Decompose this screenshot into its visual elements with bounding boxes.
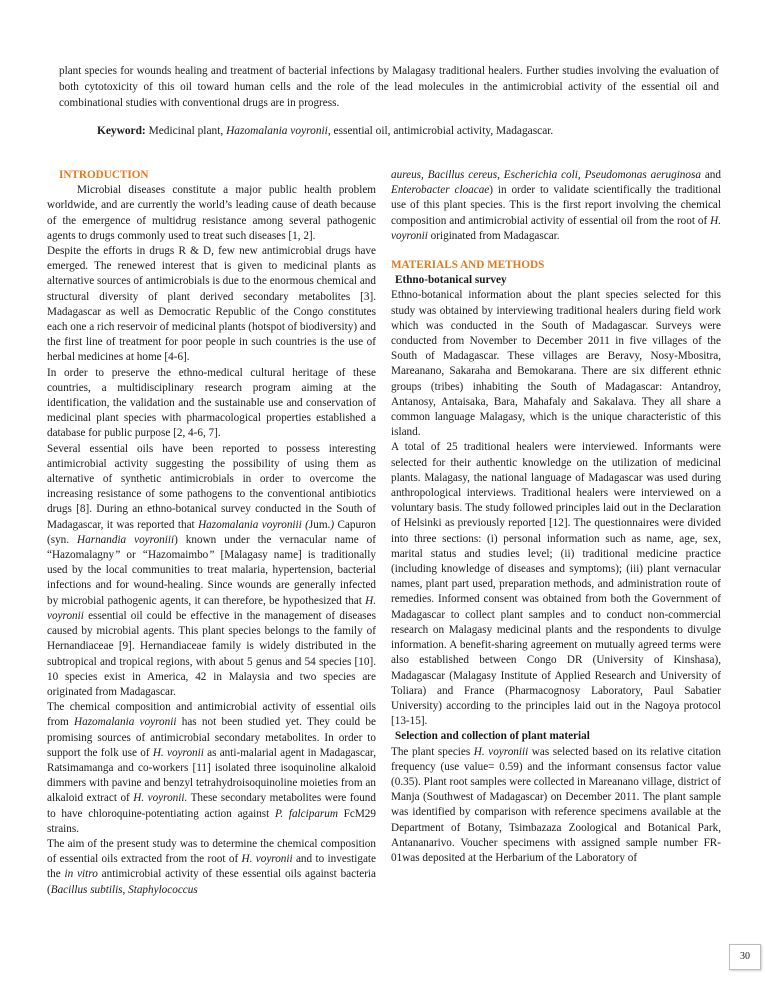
intro-paragraph-6: The aim of the present study was to determine the chemical composition of essential oils extracted from the root of H. voyronii and to investigate the in vitro antimicrobial activity of these essential oils against bacteria (Bacillus subtilis, Staphylococcus: [47, 837, 376, 896]
intro-paragraph-6-continued: aureus, Bacillus cereus, Escherichia coli, Pseudomonas aeruginosa and Enterobacter cloacae) in order to validate scientifically the traditional use of this plant species. This is the first report involving the chemical composition and antimicrobial activity of essential oil from the root of H. voyronii originated from Madagascar.: [391, 169, 721, 242]
keyword-line: [97, 123, 717, 139]
left-column: [47, 168, 376, 898]
page-number: 30: [729, 944, 761, 970]
introduction-heading: INTRODUCTION: [59, 169, 149, 181]
keyword-text: Medicinal plant,: [145, 125, 227, 137]
intro-paragraph-4: Several essential oils have been reported to possess interesting antimicrobial activity suggesting the possibility of using them as alternative of synthetic antimicrobials in order to overcome the increasing resistance of some pathogens to the conventional antibiotics drugs [8]. During an ethno-botanical survey conducted in the South of Madagascar, it was reported that Hazomalania voyroniii (Jum.) Capuron (syn. Harnandia voyroniii) known under the vernacular name of “Hazomalagny” or “Hazomaimbo” [Malagasy name] is traditionally used by the local communities to treat malaria, hypertension, bacterial infections and for wound-healing. Since wounds are generally infected by microbial pathogenic agents, it can therefore, be hypothesized that H. voyronii essential oil could be effective in the management of diseases caused by microbial agents. This plant species belongs to the family of Hernandiaceae [9]. Hernandiaceae family is widely distributed in the subtropical and tropical regions, with about 5 genus and 54 species [10]. 10 species exist in America, 42 in Malaysia and two species are originated from Madagascar.: [47, 442, 376, 698]
ethno-survey-subheading: Ethno-botanical survey: [395, 274, 507, 287]
abstract-continuation: plant species for wounds healing and treatment of bacterial infections by Malagasy traditional healers. Further studies involving the evaluation of both cytotoxicity of this oil toward human cells and the role of the lead molecules in the antimicrobial activity of the essential oil and combinational studies with conventional drugs are in progress.: [59, 65, 719, 109]
intro-paragraph-3: In order to preserve the ethno-medical cultural heritage of these countries, a multidisciplinary research program aiming at the identification, the validation and the sustainable use and conservation of medicinal plant species with pharmacological properties established a database for public purpose [2, 4-6, 7].: [47, 366, 376, 440]
intro-paragraph-5: The chemical composition and antimicrobial activity of essential oils from Hazomalania voyronii has not been studied yet. They could be promising sources of antimicrobial secondary metabolites. In order to support the folk use of H. voyronii as anti-malarial agent in Madagascar, Ratsimamanga and co-workers [11] isolated three isoquinoline alkaloid dimmers with pavine and benzyl tetrahydroisoquinoline moieties from an alkaloid extract of H. voyronii. These secondary metabolites were found to have chloroquine-potentiating action against P. falciparum FcM29 strains.: [47, 701, 376, 835]
intro-paragraph-1: Microbial diseases constitute a major public health problem worldwide, and are currently the world’s leading cause of death because of the emergence of multidrug resistance among several pathogenic agents to drugs commonly used to treat such diseases [1, 2].: [47, 184, 376, 242]
methods-paragraph-1: Ethno-botanical information about the plant species selected for this study was obtained by interviewing traditional healers during field work which was conducted in the South of Madagascar. Surveys were conducted from November to December 2011 in five villages of the South of Madagascar. These villages are Beravy, Nosy-Mbositra, Mareanano, Sakaraha and Bemokarana. There are six different ethnic groups (tribes) inhabiting the South of Madagascar: Antandroy, Antanosy, Antaisaka, Bara, Mahafaly and Sakalava. They all share a common language Malagasy, which is the unique characteristic of this island.: [391, 289, 721, 439]
materials-methods-heading: MATERIALS AND METHODS: [391, 259, 545, 272]
methods-paragraph-3: The plant species H. voyroniii was selected based on its relative citation frequency (use value= 0.59) and the informant consensus factor value (0.35). Plant root samples were collected in Mareanano village, district of Manja (Southwest of Madagascar) on December 2011. The plant sample was identified by comparison with reference specimens available at the Department of Botany, Tsimbazaza Zoological and Botanical Park, Antananarivo. Voucher specimens with assigned sample number FR-01was deposited at the Herbarium of the Laboratory of: [391, 745, 721, 864]
keyword-species: Hazomalania voyronii: [226, 125, 328, 137]
keyword-label: Keyword:: [97, 125, 146, 137]
keyword-text-end: , essential oil, antimicrobial activity, Madagascar.: [327, 125, 554, 137]
methods-paragraph-2: A total of 25 traditional healers were interviewed. Informants were selected for their authentic knowledge on the utilization of medicinal plants. Malagasy, the national language of Madagascar was used during anthropological interviews. Traditional healers were interviewed on a voluntary basis. The study followed principles laid out in the Declaration of Helsinki as previously reported [12]. The questionnaires were divided into three sections: (i) personal information such as name, age, sex, marital status and studies level; (ii) traditional medicine practice (including knowledge of diseases and symptoms); (iii) plant vernacular names, plant part used, preparation methods, and administration route of remedies. Informed consent was obtained from both the Government of Madagascar to collect plant samples and to conduct non-commercial research on Malagasy medicinal plants and the respondents to divulge information. A benefit-sharing agreement on mutually agreed terms were also established between Congo DR (University of Kinshasa), Madagascar (Malagasy Institute of Applied Research and University of Toliara) and France (Pharmacognosy Laboratory, Paul Sabatier University) according to the principles laid out in the Nagoya protocol [13-15].: [391, 441, 721, 728]
intro-paragraph-2: Despite the efforts in drugs R & D, few new antimicrobial drugs have emerged. The renewed interest that is given to medicinal plants as alternative sources of antimicrobials is due to the enormous chemical and structural diversity of plant derived secondary metabolites [3]. Madagascar as well as Democratic Republic of the Congo constitutes each one a rich reservoir of medicinal plants (hotspot of biodiversity) and the first line of treatment for poor people in such countries is the use of herbal medicines at home [4-6].: [47, 245, 376, 364]
right-column: [391, 168, 721, 866]
plant-selection-subheading: Selection and collection of plant material: [395, 730, 590, 743]
